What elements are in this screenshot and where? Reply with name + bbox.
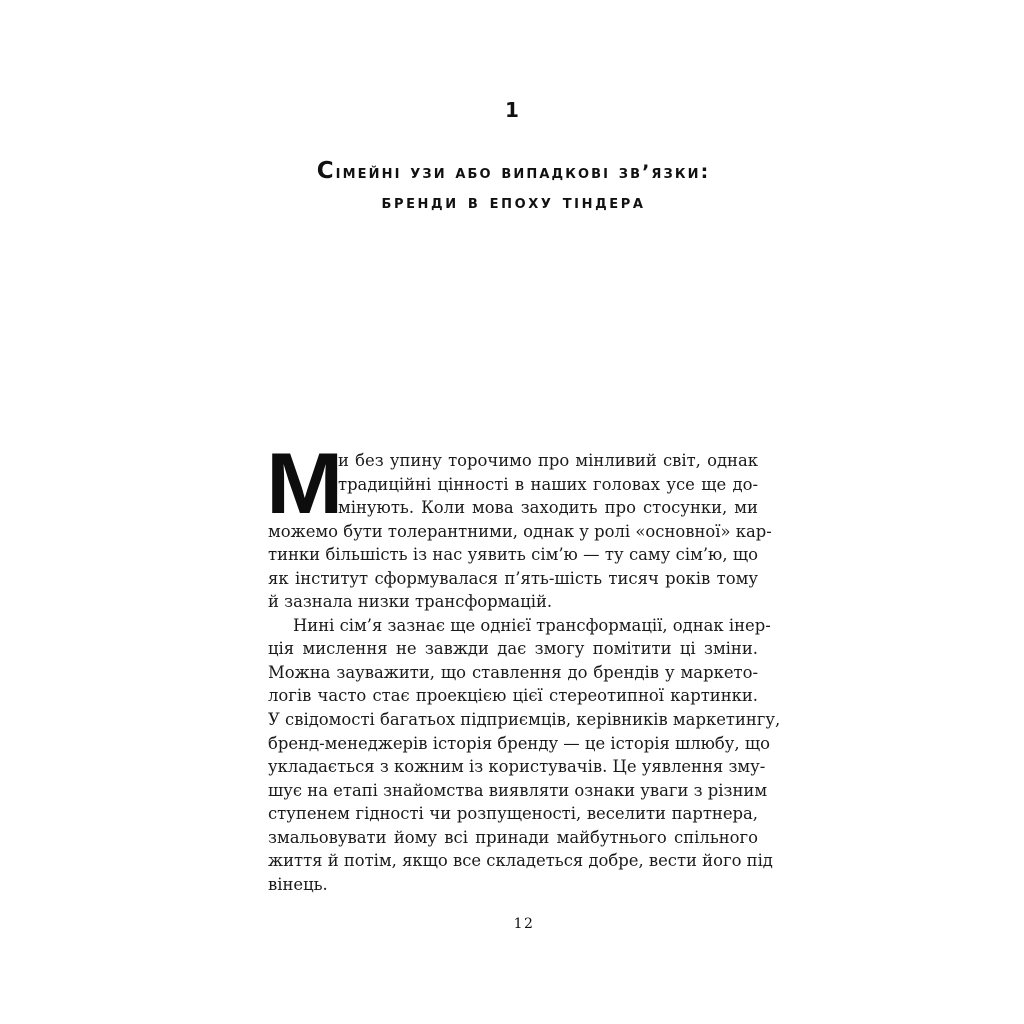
chapter-title-line-1-text: імейні узи або випадкові зв’язки: <box>335 161 711 183</box>
text-line: традиційні цінності в наших головах усе ще до- <box>338 474 758 494</box>
text-line: логів часто стає проекцією цієї стереотипної картинки. <box>268 686 758 706</box>
text-line: тинки більшість із нас уявить сім’ю — ту саму сім’ю, що <box>268 545 758 565</box>
text-line: ступенем гідності чи розпущеності, веселити партнера, <box>268 804 758 824</box>
text-line: як інститут сформувалася п’ять-шість тисяч років тому <box>268 568 758 588</box>
paragraph-1 <box>266 436 772 614</box>
drop-cap: М <box>266 436 344 532</box>
chapter-title-line-2 <box>0 187 1024 217</box>
text-line: бренд-менеджерів історія бренду — це історія шлюбу, що <box>268 733 770 753</box>
text-line: укладається з кожним із користувачів. Це уявлення зму- <box>268 757 766 777</box>
text-line: вінець. <box>268 874 328 894</box>
chapter-title-line-1 <box>0 156 1024 187</box>
chapter-number: 1 <box>505 98 519 122</box>
paragraph-2 <box>268 614 781 897</box>
chapter-title-line-2-text: бренди в епоху тіндера <box>381 191 646 213</box>
text-line: можемо бути толерантними, однак у ролі «основної» кар- <box>268 521 772 541</box>
chapter-title-initial: С <box>316 158 336 184</box>
text-line: життя й потім, якщо все складеться добре, вести його під <box>268 851 773 871</box>
chapter-title <box>0 156 1024 217</box>
text-line: змальовувати йому всі принади майбутнього спільного <box>268 827 758 847</box>
text-line: У свідомості багатьох підприємців, керівників маркетингу, <box>268 710 781 730</box>
text-line: и без упину торочимо про мінливий світ, однак <box>338 451 758 470</box>
text-line: мінують. Коли мова заходить про стосунки, ми <box>338 498 758 518</box>
text-line: Нині сім’я зазнає ще однієї трансформації, однак інер- <box>293 615 771 635</box>
text-line: шує на етапі знайомства виявляти ознаки уваги з різним <box>268 780 768 800</box>
page-number: 12 <box>513 916 535 932</box>
body-text <box>266 436 781 896</box>
text-line: Можна зауважити, що ставлення до брендів у маркето- <box>268 662 758 682</box>
text-line: й зазнала низки трансформацій. <box>268 592 553 612</box>
text-line: ція мислення не завжди дає змогу помітити ці зміни. <box>268 639 758 659</box>
